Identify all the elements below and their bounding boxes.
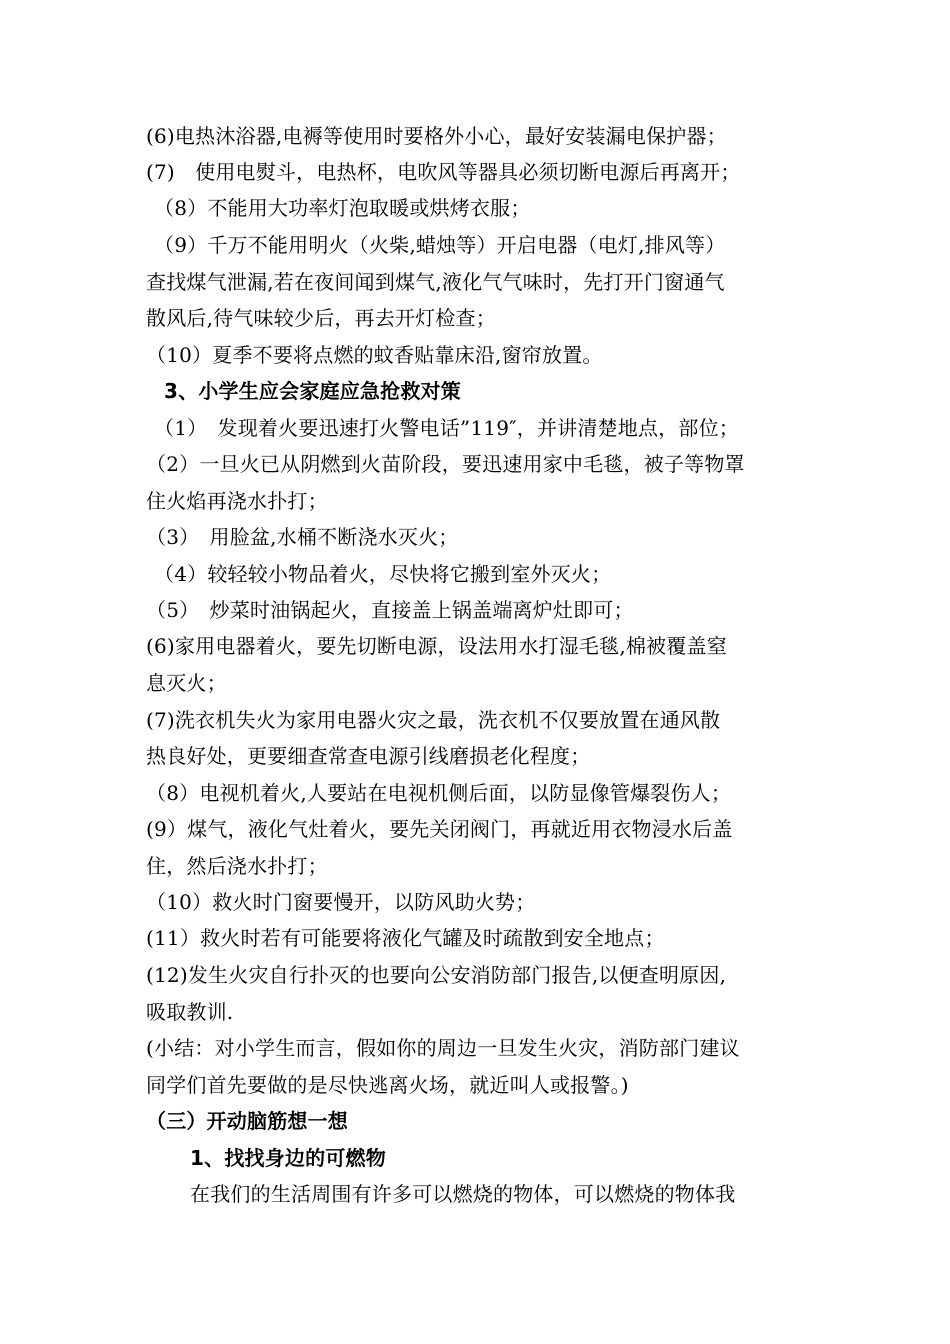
- text-line: (7)洗衣机失火为家用电器火灾之最，洗衣机不仅要放置在通风散: [146, 708, 721, 732]
- subsection-heading: 1、找找身边的可燃物: [190, 1146, 386, 1170]
- text-line: （5） 炒菜时油锅起火，直接盖上锅盖端离炉灶即可；: [146, 598, 634, 622]
- text-line: 住，然后浇水扑打；: [146, 854, 328, 878]
- section-heading: 3、小学生应会家庭应急抢救对策: [164, 379, 461, 403]
- section-heading: （三）开动脑筋想一想: [146, 1109, 348, 1133]
- text-line: 吸取教训.: [146, 1000, 234, 1024]
- text-line: 在我们的生活周围有许多可以燃烧的物体，可以燃烧的物体我: [190, 1182, 736, 1206]
- text-line: （2）一旦火已从阴燃到火苗阶段，要迅速用家中毛毯，被子等物罩: [146, 452, 745, 476]
- text-line: 散风后,待气味较少后，再去开灯检查；: [146, 306, 496, 330]
- text-line: 同学们首先要做的是尽快逃离火场，就近叫人或报警。): [146, 1073, 629, 1097]
- text-line: （8）电视机着火,人要站在电视机侧后面，以防显像管爆裂伤人；: [146, 781, 732, 805]
- text-line: （8）不能用大功率灯泡取暖或烘烤衣服；: [154, 196, 531, 220]
- text-line: (6)家用电器着火，要先切断电源，设法用水打湿毛毯,棉被覆盖窒: [146, 634, 727, 658]
- text-line: (7) 使用电熨斗，电热杯，电吹风等器具必须切断电源后再离开；: [146, 160, 741, 184]
- text-line: 住火焰再浇水扑打；: [146, 489, 328, 513]
- text-line: （10）夏季不要将点燃的蚊香贴靠床沿,窗帘放置。: [146, 343, 603, 367]
- text-line: （9）千万不能用明火（火柴,蜡烛等）开启电器（电灯,排风等）: [154, 233, 726, 257]
- text-line: (6)电热沐浴器,电褥等使用时要格外小心，最好安装漏电保护器；: [146, 124, 727, 148]
- text-line: (9）煤气，液化气灶着火，要先关闭阀门，再就近用衣物浸水后盖: [146, 817, 733, 841]
- text-line: 息灭火；: [146, 671, 227, 695]
- text-line: （10）救火时门窗要慢开，以防风助火势；: [146, 890, 536, 914]
- text-line: （3） 用脸盆,水桶不断浇水灭火；: [146, 525, 459, 549]
- text-line: （4）较轻较小物品着火，尽快将它搬到室外灭火；: [154, 562, 612, 586]
- text-line: (11）救火时若有可能要将液化气罐及时疏散到安全地点；: [146, 926, 665, 950]
- text-line: (小结：对小学生而言，假如你的周边一旦发生火灾，消防部门建议: [146, 1036, 740, 1060]
- text-line: 查找煤气泄漏,若在夜间闻到煤气,液化气气味时，先打开门窗通气: [146, 270, 725, 294]
- text-line: （1） 发现着火要迅速打火警电话”119″，并讲清楚地点，部位；: [154, 416, 739, 440]
- text-line: 热良好处，更要细查常查电源引线磨损老化程度；: [146, 744, 591, 768]
- text-line: (12)发生火灾自行扑灭的也要向公安消防部门报告,以便查明原因,: [146, 963, 727, 987]
